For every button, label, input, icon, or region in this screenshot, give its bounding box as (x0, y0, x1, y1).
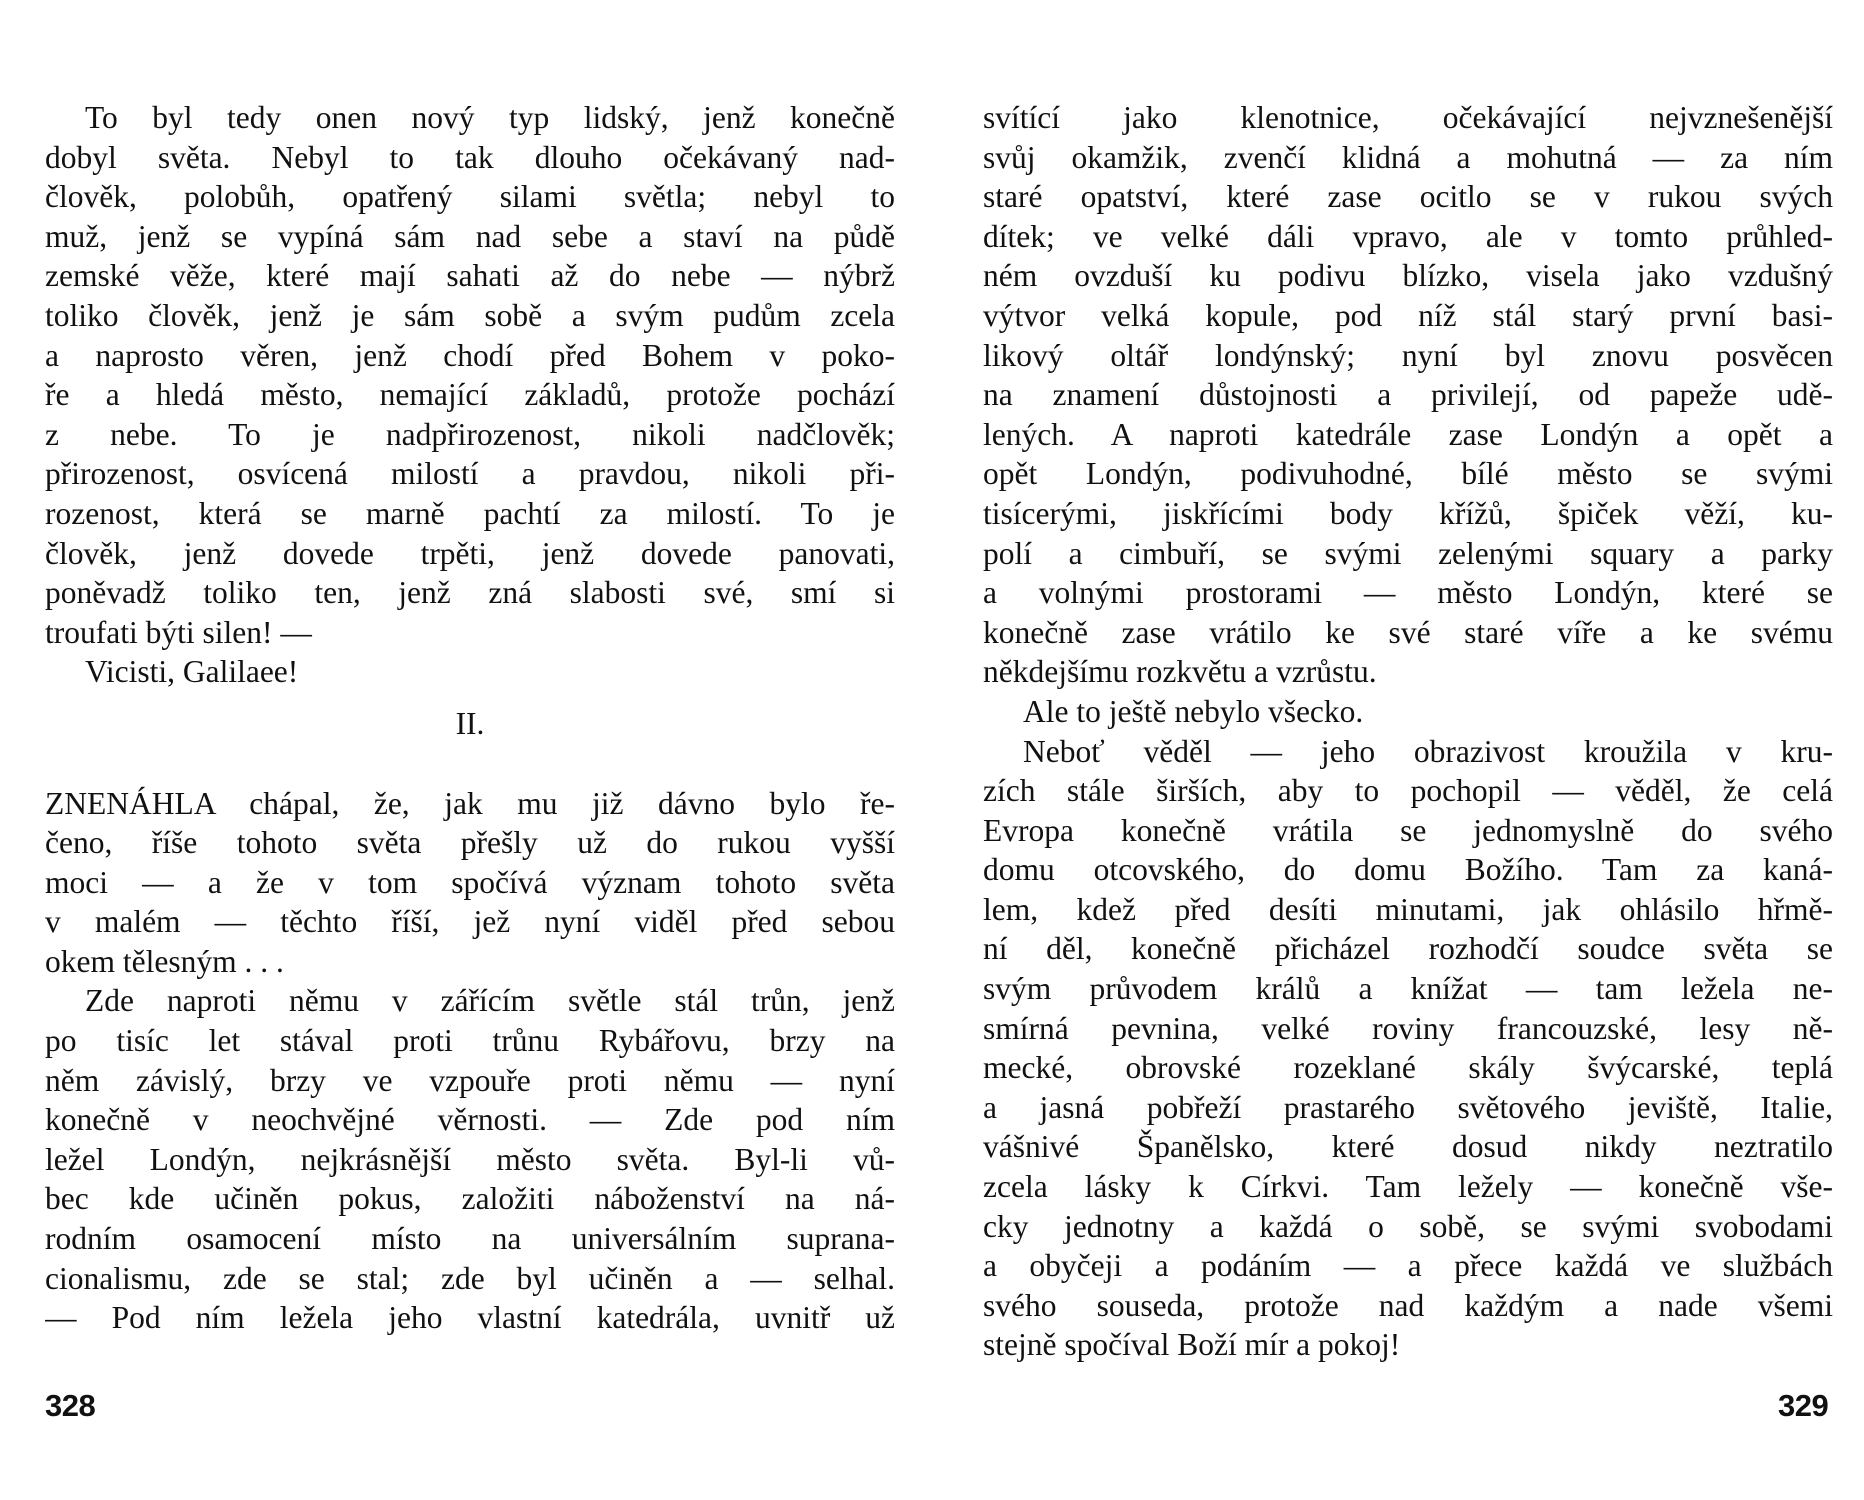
text-line: svůj okamžik, zvenčí klidná a mohutná — za ním (983, 139, 1833, 175)
text-line: — Pod ním ležela jeho vlastní katedrála, uvnitř už (45, 1300, 895, 1336)
left-page (45, 98, 895, 1338)
right-page (983, 98, 1833, 1365)
text-line: člověk, polobůh, opatřený silami světla; nebyl to (45, 179, 895, 215)
text-line: Neboť věděl — jeho obrazivost kroužila v kru- (1023, 733, 1833, 769)
text-line: muž, jenž se vypíná sám nad sebe a staví na půdě (45, 218, 895, 254)
text-line: v malém — těchto říší, jež nyní viděl před sebou (45, 904, 895, 940)
text-line: čeno, říše tohoto světa přešly už do rukou vyšší (45, 825, 895, 861)
text-line: někdejšímu rozkvětu a vzrůstu. (983, 654, 1377, 690)
text-line: člověk, jenž dovede trpěti, jenž dovede panovati, (45, 535, 895, 571)
text-line: poněvadž toliko ten, jenž zná slabosti své, smí si (45, 575, 895, 611)
text-line: a naprosto věren, jenž chodí před Bohem v poko- (45, 337, 895, 373)
text-line: zemské věže, které mají sahati až do nebe — nýbrž (45, 258, 895, 294)
text-line: lených. A naproti katedrále zase Londýn a opět a (983, 416, 1833, 452)
text-line: zcela lásky k Církvi. Tam ležely — konečně vše- (983, 1169, 1833, 1205)
text-line: dobyl světa. Nebyl to tak dlouho očekávaný nad- (45, 139, 895, 175)
text-line: a obyčeji a podáním — a přece každá ve službách (983, 1248, 1833, 1284)
text-line: lem, kdež před desíti minutami, jak ohlásilo hřmě- (983, 891, 1833, 927)
text-line: dítek; ve velké dáli vpravo, ale v tomto průhled- (983, 218, 1833, 254)
text-line: přirozenost, osvícená milostí a pravdou, nikoli při- (45, 456, 895, 492)
text-line: Evropa konečně vrátila se jednomyslně do svého (983, 812, 1833, 848)
text-line: po tisíc let stával proti trůnu Rybářovu, brzy na (45, 1023, 895, 1059)
text-line: smírná pevnina, velké roviny francouzské, lesy ně- (983, 1010, 1833, 1046)
text-line: konečně v neochvějné věrnosti. — Zde pod ním (45, 1102, 895, 1138)
text-line: výtvor velká kopule, pod níž stál starý první basi- (983, 297, 1833, 333)
text-line: staré opatství, které zase ocitlo se v rukou svých (983, 179, 1833, 215)
text-line: tisícerými, jiskřícími body křížů, špiček věží, ku- (983, 495, 1833, 531)
text-line: a volnými prostorami — město Londýn, které se (983, 575, 1833, 611)
text-line: Vicisti, Galilaee! (85, 654, 299, 690)
text-line: cky jednotny a každá o sobě, se svými svobodami (983, 1208, 1833, 1244)
text-line: okem tělesným . . . (45, 943, 284, 979)
text-line: stejně spočíval Boží mír a pokoj! (983, 1327, 1401, 1363)
text-line: domu otcovského, do domu Božího. Tam za kaná- (983, 852, 1833, 888)
text-line: mecké, obrovské rozeklané skály švýcarské, teplá (983, 1050, 1833, 1086)
text-line: svítící jako klenotnice, očekávající nejvznešenější (983, 100, 1833, 135)
text-line: zích stále širších, aby to pochopil — věděl, že celá (983, 773, 1833, 809)
text-line: konečně zase vrátilo ke své staré víře a ke svému (983, 614, 1833, 650)
text-line: rodním osamocení místo na universálním suprana- (45, 1221, 895, 1257)
text-line: svého souseda, protože nad každým a nade všemi (983, 1287, 1833, 1323)
text-line: z nebe. To je nadpřirozenost, nikoli nadčlověk; (45, 416, 895, 452)
text-line: ležel Londýn, nejkrásnější město světa. Byl-li vů- (45, 1141, 895, 1177)
text-line: vášnivé Španělsko, které dosud nikdy neztratilo (983, 1129, 1833, 1165)
text-line: ZNENÁHLA chápal, že, jak mu již dávno bylo ře- (45, 785, 895, 821)
text-line: cionalismu, zde se stal; zde byl učiněn a — selhal. (45, 1260, 895, 1296)
text-line: něm závislý, brzy ve vzpouře proti němu — nyní (45, 1062, 895, 1098)
page-number-right: 329 (1778, 1388, 1829, 1423)
text-line: rozenost, která se marně pachtí za milostí. To je (45, 495, 895, 531)
text-line: na znamení důstojnosti a privilejí, od papeže udě- (983, 377, 1833, 413)
text-line: ném ovzduší ku podivu blízko, visela jako vzdušný (983, 258, 1833, 294)
text-line: To byl tedy onen nový typ lidský, jenž konečně (85, 100, 895, 135)
text-line: opět Londýn, podivuhodné, bílé město se svými (983, 456, 1833, 492)
text-line: ře a hledá město, nemající základů, protože pochází (45, 377, 895, 413)
text-line: polí a cimbuří, se svými zelenými squary a parky (983, 535, 1833, 571)
text-line: likový oltář londýnský; nyní byl znovu posvěcen (983, 337, 1833, 373)
text-line: toliko člověk, jenž je sám sobě a svým pudům zcela (45, 297, 895, 333)
section-heading: II. (455, 705, 485, 741)
text-line: Ale to ještě nebylo všecko. (1023, 693, 1364, 729)
text-line: bec kde učiněn pokus, založiti náboženství na ná- (45, 1181, 895, 1217)
text-line: troufati býti silen! — (45, 614, 312, 650)
text-line: Zde naproti němu v zářícím světle stál trůn, jenž (85, 983, 895, 1019)
text-line: ní děl, konečně přicházel rozhodčí soudce světa se (983, 931, 1833, 967)
text-line: moci — a že v tom spočívá význam tohoto světa (45, 864, 895, 900)
text-line: svým průvodem králů a knížat — tam ležela ne- (983, 971, 1833, 1007)
text-line: a jasná pobřeží prastarého světového jeviště, Italie, (983, 1089, 1833, 1125)
page-number-left: 328 (45, 1388, 96, 1423)
